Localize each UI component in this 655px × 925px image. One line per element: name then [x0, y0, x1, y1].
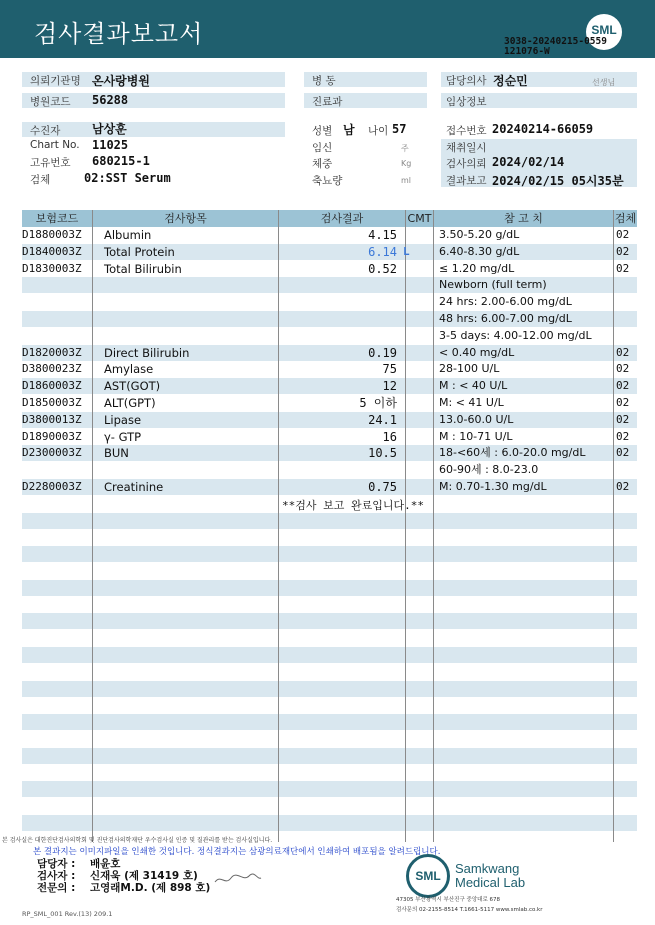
- row-stripe: [22, 815, 637, 831]
- examiner-label: 검사자 :: [37, 870, 76, 882]
- insurance-code: D1880003Z: [22, 228, 82, 241]
- reference-range: 18-<60세 : 6.0-20.0 mg/dL: [439, 446, 586, 460]
- reference-range: 48 hrs: 6.00-7.00 mg/dL: [439, 312, 572, 325]
- row-stripe: [22, 647, 637, 663]
- test-result: 0.75: [368, 480, 397, 494]
- clinical-label: 임상정보: [446, 96, 487, 108]
- specimen-code: 02: [616, 228, 630, 241]
- specimen-code: 02: [616, 345, 630, 359]
- report-label: 결과보고: [446, 175, 487, 187]
- row-stripe: [22, 681, 637, 697]
- sex-label: 성별: [312, 125, 333, 137]
- row-stripe: [22, 748, 637, 764]
- ward-label: 병 동: [312, 75, 336, 87]
- insurance-code: D3800023Z: [22, 362, 82, 376]
- specialist-label: 전문의 :: [37, 882, 76, 894]
- collect-label: 채취일시: [446, 142, 487, 154]
- receipt-number: 20240214-66059: [492, 122, 594, 136]
- weight-label: 체중: [312, 158, 333, 170]
- test-result: 10.5: [368, 446, 397, 461]
- completion-note: **검사 보고 완료입니다.**: [282, 499, 424, 512]
- document-number: 3038-20240215-0559 121076-W: [504, 36, 607, 57]
- test-result: 6.14: [368, 244, 397, 259]
- manager-name: 배윤호: [90, 858, 121, 870]
- col-header-ref: 참 고 치: [434, 210, 613, 227]
- reference-range: < 0.40 mg/dL: [439, 345, 515, 359]
- dept-label: 진료과: [312, 96, 343, 108]
- company-logo-icon: SML: [406, 854, 450, 898]
- sml-logo-icon: SML: [586, 14, 622, 50]
- urine-unit: ml: [401, 176, 412, 185]
- doctor-label: 담당의사: [446, 75, 487, 87]
- hospcode-label: 병원코드: [30, 96, 71, 108]
- specimen-code: 02: [616, 412, 630, 426]
- hospital-name: 온사랑병원: [92, 74, 150, 88]
- specimen-code: 02: [616, 362, 630, 376]
- reference-range: 28-100 U/L: [439, 362, 500, 376]
- column-divider: [433, 210, 434, 842]
- test-item: Albumin: [104, 228, 152, 242]
- test-item: AST(GOT): [104, 379, 161, 394]
- uid-label: 고유번호: [30, 157, 71, 169]
- urine-label: 축뇨량: [312, 175, 343, 187]
- hospital-code: 56288: [92, 93, 129, 107]
- reference-range: M: < 41 U/L: [439, 396, 504, 409]
- specimen-code: 02: [616, 480, 630, 493]
- chart-label: Chart No.: [30, 139, 80, 151]
- reference-range: 24 hrs: 2.00-6.00 mg/dL: [439, 295, 572, 309]
- specimen-code: 02: [616, 429, 630, 443]
- insurance-code: D3800013Z: [22, 412, 82, 426]
- info-bar: [22, 122, 285, 137]
- test-item: Lipase: [104, 412, 142, 427]
- reference-range: Newborn (full term): [439, 278, 547, 292]
- test-result: 16: [382, 429, 397, 444]
- patient-label: 수진자: [30, 125, 61, 137]
- request-label: 검사의뢰: [446, 158, 487, 170]
- test-item: Total Bilirubin: [104, 261, 182, 276]
- report-title: 검사결과보고서: [34, 20, 204, 48]
- specimen-label: 검체: [30, 174, 51, 186]
- column-divider: [405, 210, 406, 842]
- insurance-code: D1820003Z: [22, 345, 82, 359]
- reference-range: 60-90세 : 8.0-23.0: [439, 463, 539, 477]
- weight-unit: Kg: [401, 159, 412, 168]
- reference-range: 3.50-5.20 g/dL: [439, 228, 520, 241]
- test-result: 0.19: [368, 345, 397, 360]
- unique-number: 680215-1: [92, 154, 150, 168]
- company-name: Samkwang Medical Lab: [455, 861, 526, 890]
- specialist-name: 고영래M.D. (제 898 호): [90, 882, 211, 894]
- col-header-cmt: CMT: [407, 212, 432, 225]
- receipt-label: 접수번호: [446, 125, 487, 137]
- col-header-specimen: 검체: [614, 212, 637, 225]
- reference-range: M: 0.70-1.30 mg/dL: [439, 480, 547, 493]
- patient-name: 남상훈: [92, 122, 127, 136]
- col-header-code: 보험코드: [22, 210, 92, 227]
- certification-note: 본 검사실은 대한진단검사의학회 및 진단검사의학재단 우수검사실 인증 및 질관리를 받는 검사실입니다.: [2, 837, 273, 844]
- age-value: 57: [392, 122, 407, 136]
- row-stripe: [22, 781, 637, 797]
- chart-number: 11025: [92, 138, 129, 152]
- insurance-code: D1850003Z: [22, 396, 82, 409]
- col-header-item: 검사항목: [93, 210, 278, 227]
- specimen-value: 02:SST Serum: [84, 171, 171, 185]
- specimen-code: 02: [616, 261, 630, 275]
- form-code: RP_SML_001 Rev.(13) 209.1: [22, 910, 113, 918]
- age-label: 나이: [368, 125, 389, 137]
- reference-range: ≤ 1.20 mg/dL: [439, 261, 515, 275]
- test-result: 4.15: [368, 228, 397, 242]
- reference-range: 13.0-60.0 U/L: [439, 412, 514, 426]
- insurance-code: D1890003Z: [22, 429, 82, 443]
- specimen-code: 02: [616, 446, 630, 460]
- reference-range: 6.40-8.30 g/dL: [439, 244, 520, 258]
- report-date: 2024/02/15 05시35분: [492, 174, 624, 188]
- specimen-code: 02: [616, 379, 630, 393]
- insurance-code: D1860003Z: [22, 379, 82, 393]
- insurance-code: D1840003Z: [22, 244, 82, 258]
- company-phone: 검사문의 02-2155-8514 T.1661-5117 www.smlab.co.kr: [396, 907, 543, 913]
- company-address: 47305 부산광역시 부산진구 중앙대로 678: [396, 897, 501, 903]
- doctor-name: 정순민: [493, 74, 528, 88]
- row-stripe: [22, 546, 637, 562]
- specimen-code: 02: [616, 244, 630, 258]
- doctor-suffix: 선생님: [592, 78, 616, 87]
- hospital-label: 의뢰기관명: [30, 75, 81, 87]
- column-divider: [613, 210, 614, 842]
- pregnancy-label: 임신: [312, 142, 333, 154]
- test-item: ALT(GPT): [104, 396, 156, 410]
- row-stripe: [22, 580, 637, 596]
- row-stripe: [22, 513, 637, 529]
- col-header-result: 검사결과: [279, 210, 405, 227]
- insurance-code: D1830003Z: [22, 261, 82, 275]
- test-item: γ- GTP: [104, 429, 142, 444]
- sex-value: 남: [343, 123, 355, 137]
- reference-range: 3-5 days: 4.00-12.00 mg/dL: [439, 328, 592, 342]
- insurance-code: D2280003Z: [22, 480, 82, 493]
- row-stripe: [22, 613, 637, 629]
- print-notice: 본 결과지는 이미지파일을 인쇄한 것입니다. 정식결과지는 삼광의료재단에서 인쇄하여 배포됨을 알려드립니다.: [33, 847, 441, 857]
- result-flag: L: [403, 244, 410, 258]
- examiner-name: 신재욱 (제 31419 호): [90, 870, 198, 882]
- test-result: 5 이하: [359, 396, 397, 410]
- test-item: Creatinine: [104, 480, 164, 494]
- test-item: Direct Bilirubin: [104, 345, 190, 360]
- test-result: 12: [382, 379, 397, 394]
- test-item: Amylase: [104, 362, 154, 377]
- manager-label: 담당자 :: [37, 858, 76, 870]
- test-result: 24.1: [368, 412, 397, 427]
- test-item: Total Protein: [104, 244, 175, 259]
- test-item: BUN: [104, 446, 129, 461]
- pregnancy-unit: 주: [401, 144, 409, 153]
- signature-icon: [213, 870, 263, 888]
- test-result: 75: [382, 362, 397, 377]
- column-divider: [278, 210, 279, 842]
- test-result: 0.52: [368, 261, 397, 276]
- reference-range: M : < 40 U/L: [439, 379, 508, 393]
- insurance-code: D2300003Z: [22, 446, 82, 460]
- request-date: 2024/02/14: [492, 155, 565, 169]
- specimen-code: 02: [616, 396, 630, 409]
- row-stripe: [22, 714, 637, 730]
- column-divider: [92, 210, 93, 842]
- reference-range: M : 10-71 U/L: [439, 429, 513, 443]
